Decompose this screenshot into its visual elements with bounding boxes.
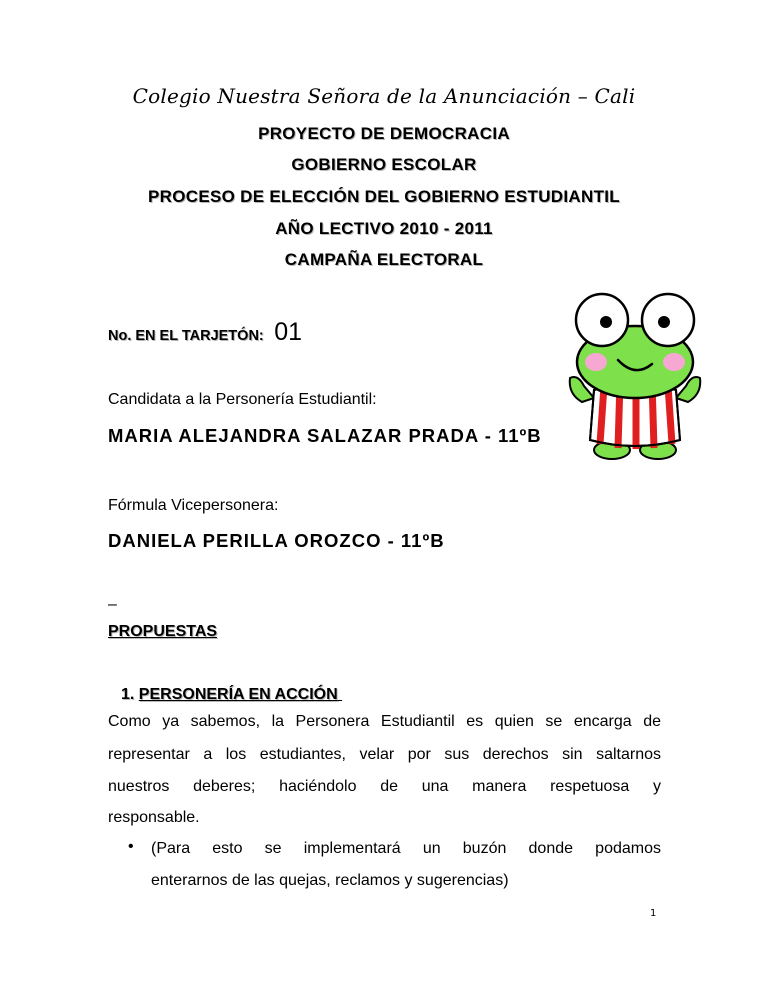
school-name: Colegio Nuestra Señora de la Anunciación – Cali <box>132 84 636 108</box>
bullet-line-1: (Para esto se implementará un buzón donde podamos <box>151 840 661 857</box>
proposal-item-heading <box>121 686 342 704</box>
header-government: GOBIERNO ESCOLAR <box>291 155 477 174</box>
ballot-row <box>108 318 508 347</box>
separator-dash: – <box>108 596 117 613</box>
paragraph-line-1: Como ya sabemos, la Personera Estudiantil es quien se encarga de <box>108 713 661 730</box>
candidate-name: MARIA ALEJANDRA SALAZAR PRADA - 11ºB <box>108 425 542 446</box>
paragraph-line-3: nuestros deberes; haciéndolo de una manera respetuosa y <box>108 778 661 795</box>
ballot-label: No. EN EL TARJETÓN: <box>108 328 264 344</box>
header-school-year: AÑO LECTIVO 2010 - 2011 <box>275 219 493 238</box>
vice-name: DANIELA PERILLA OROZCO - 11ºB <box>108 530 445 551</box>
proposal-item-title: PERSONERÍA EN ACCIÓN <box>138 686 338 703</box>
vice-role-label: Fórmula Vicepersonera: <box>108 497 279 514</box>
page-number: 1 <box>650 908 657 919</box>
proposal-item-number: 1. <box>121 686 135 703</box>
header-project: PROYECTO DE DEMOCRACIA <box>258 124 510 143</box>
proposals-title: PROPUESTAS <box>108 623 218 640</box>
bullet-line-2: enterarnos de las quejas, reclamos y sugerencias) <box>151 872 509 889</box>
candidate-role-label: Candidata a la Personería Estudiantil: <box>108 391 377 408</box>
header-election-process: PROCESO DE ELECCIÓN DEL GOBIERNO ESTUDIANTIL <box>148 187 620 206</box>
bullet-item <box>151 840 661 890</box>
header-campaign: CAMPAÑA ELECTORAL <box>284 250 484 269</box>
frog-mascot-icon <box>560 282 710 462</box>
ballot-number: 01 <box>274 318 303 346</box>
paragraph-line-4: responsable. <box>108 809 200 826</box>
paragraph-line-2: representar a los estudiantes, velar por sus derechos sin saltarnos <box>108 746 661 763</box>
bullet-icon: • <box>128 838 134 855</box>
